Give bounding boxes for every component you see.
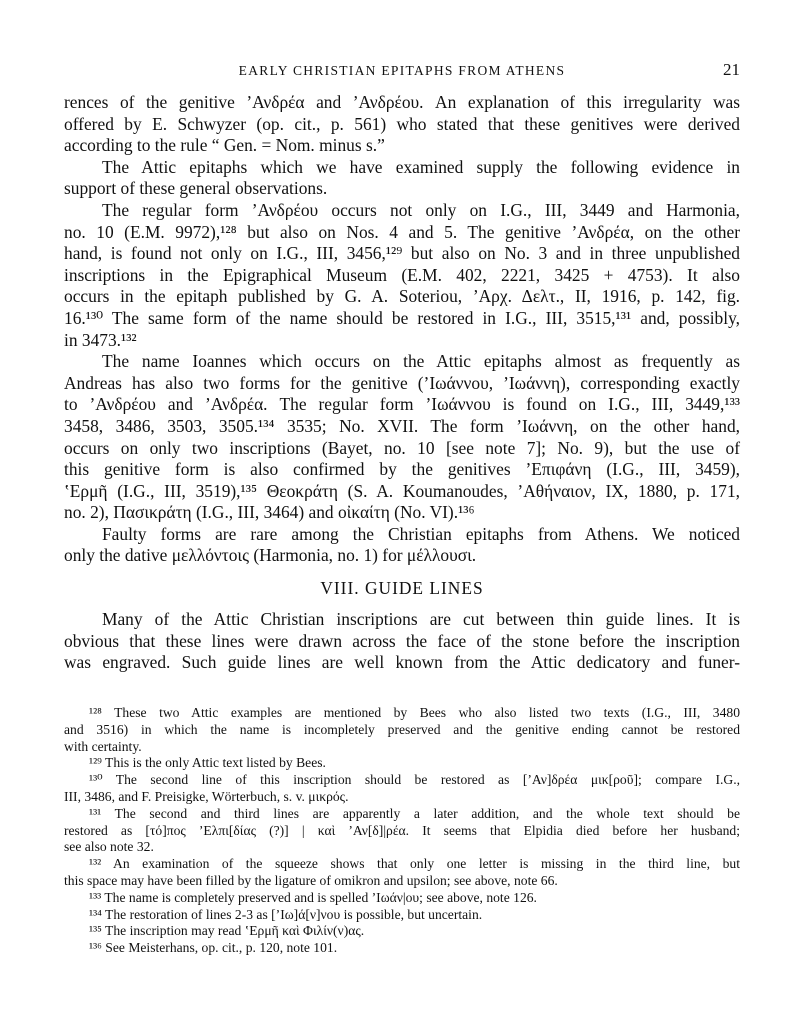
footnote-line: see also note 32. [64,839,154,855]
text-line: The name Ioannes which occurs on the Attic epitaphs almost as frequently as [102,351,740,372]
text-line: The Attic epitaphs which we have examined supply the following evidence in [102,156,740,177]
text-line: only the dative μελλόντοις (Harmonia, no. 1) for μέλλουσι. [64,545,477,566]
text-line: Many of the Attic Christian inscriptions are cut between thin guide lines. It is [102,609,740,630]
footnote-line: ¹²⁹ This is the only Attic text listed by Bees. [89,755,326,771]
text-line: Faulty forms are rare among the Christian epitaphs from Athens. We noticed [102,523,740,544]
footnote-line: ¹³² An examination of the squeeze shows that only one letter is missing in the third line, but [89,856,740,872]
section-heading: VIII. GUIDE LINES [320,578,484,599]
page-number: 21 [723,60,740,79]
text-line: no. 2), Πασικράτη (I.G., III, 3464) and οἰκαίτη (No. VI).¹³⁶ [64,502,475,523]
text-line: obvious that these lines were drawn across the face of the stone before the inscription [64,630,740,651]
footnote-line: this space may have been filled by the ligature of omikron and upsilon; see above, note 66. [64,872,558,888]
text-line: was engraved. Such guide lines are well known from the Attic dedicatory and funer- [64,652,740,673]
text-line: hand, is found not only on I.G., III, 3456,¹²⁹ but also on No. 3 and in three unpublished [64,243,740,264]
text-line: occurs on only two inscriptions (Bayet, no. 10 [see note 7]; No. 9), but the use of [64,437,740,458]
text-line: in 3473.¹³² [64,329,137,350]
text-line: The regular form ʼΑνδρέου occurs not only on I.G., III, 3449 and Harmonia, [102,199,740,220]
footnote-line: ¹³¹ The second and third lines are apparently a later addition, and the whole text should be [89,805,740,821]
text-line: Andreas has also two forms for the genitive (ʼΙωάννου, ʼΙωάννη), corresponding exactly [64,372,740,393]
footnote-line: ¹³⁵ The inscription may read ʽΕρμῆ καὶ Φιλίν(ν)ας. [89,923,365,939]
text-line: no. 10 (E.M. 9972),¹²⁸ but also on Nos. 4 and 5. The genitive ʼΑνδρέα, on the other [64,221,740,242]
running-header [64,60,740,82]
text-line: to ʼΑνδρέου and ʼΑνδρέα. The regular form ʼΙωάννου is found on I.G., III, 3449,¹³³ [64,394,740,415]
footnote-line: ¹³⁴ The restoration of lines 2-3 as [ʼΙω]ά[ν]νου is possible, but uncertain. [89,906,483,922]
footnote-line: ¹³⁶ See Meisterhans, op. cit., p. 120, note 101. [89,940,338,956]
text-line: rences of the genitive ʼΑνδρέα and ʼΑνδρέου. An explanation of this irregularity was [64,92,740,112]
text-line: this genitive form is also confirmed by the genitives ʼΕπιφάνη (I.G., III, 3459), [64,459,740,480]
footnote-line: ¹³⁰ The second line of this inscription should be restored as [ʼΑν]δρέα μικ[ροῦ]; compare I.G., [89,772,740,788]
text-line: occurs in the epitaph published by G. A. Soteriou, ʼΑρχ. Δελτ., II, 1916, p. 142, fig. [64,286,740,307]
footnote-line: III, 3486, and F. Preisigke, Wörterbuch, s. v. μικρός. [64,788,349,804]
footnote-line: ¹³³ The name is completely preserved and is spelled ʼΙωάν|ου; see above, note 126. [89,889,537,905]
footnote-line: restored as [τό]πος ʼΕλπι[δίας (?)] | καὶ ʼΑν[δ]|ρέα. It seems that Elpidia died before her husband; [64,822,740,838]
footnote-line: with certainty. [64,738,142,754]
main-text [64,92,740,674]
text-line: offered by E. Schwyzer (op. cit., p. 561) who stated that these genitives were derived [64,113,740,134]
text-line: inscriptions in the Epigraphical Museum (E.M. 402, 2221, 3425 + 4753). It also [64,264,740,285]
text-line: 16.¹³⁰ The same form of the name should be restored in I.G., III, 3515,¹³¹ and, possibly, [64,307,740,328]
footnote-line: ¹²⁸ These two Attic examples are mentioned by Bees who also listed two texts (I.G., III, 3480 [89,705,740,720]
footnote-line: and 3516) in which the name is incompletely preserved and the genitive ending cannot be restored [64,721,740,737]
text-line: 3458, 3486, 3503, 3505.¹³⁴ 3535; No. XVII. The form ʼΙωάννη, on the other hand, [64,415,740,436]
text-line: ʽΕρμῆ (I.G., III, 3519),¹³⁵ Θεοκράτη (S. A. Koumanoudes, ʼΑθήναιον, IX, 1880, p. 171, [64,480,740,501]
running-title: EARLY CHRISTIAN EPITAPHS FROM ATHENS [238,63,566,78]
text-line: support of these general observations. [64,178,328,199]
text-line: according to the rule “ Gen. = Nom. minus s.” [64,135,385,156]
footnotes [64,705,740,957]
